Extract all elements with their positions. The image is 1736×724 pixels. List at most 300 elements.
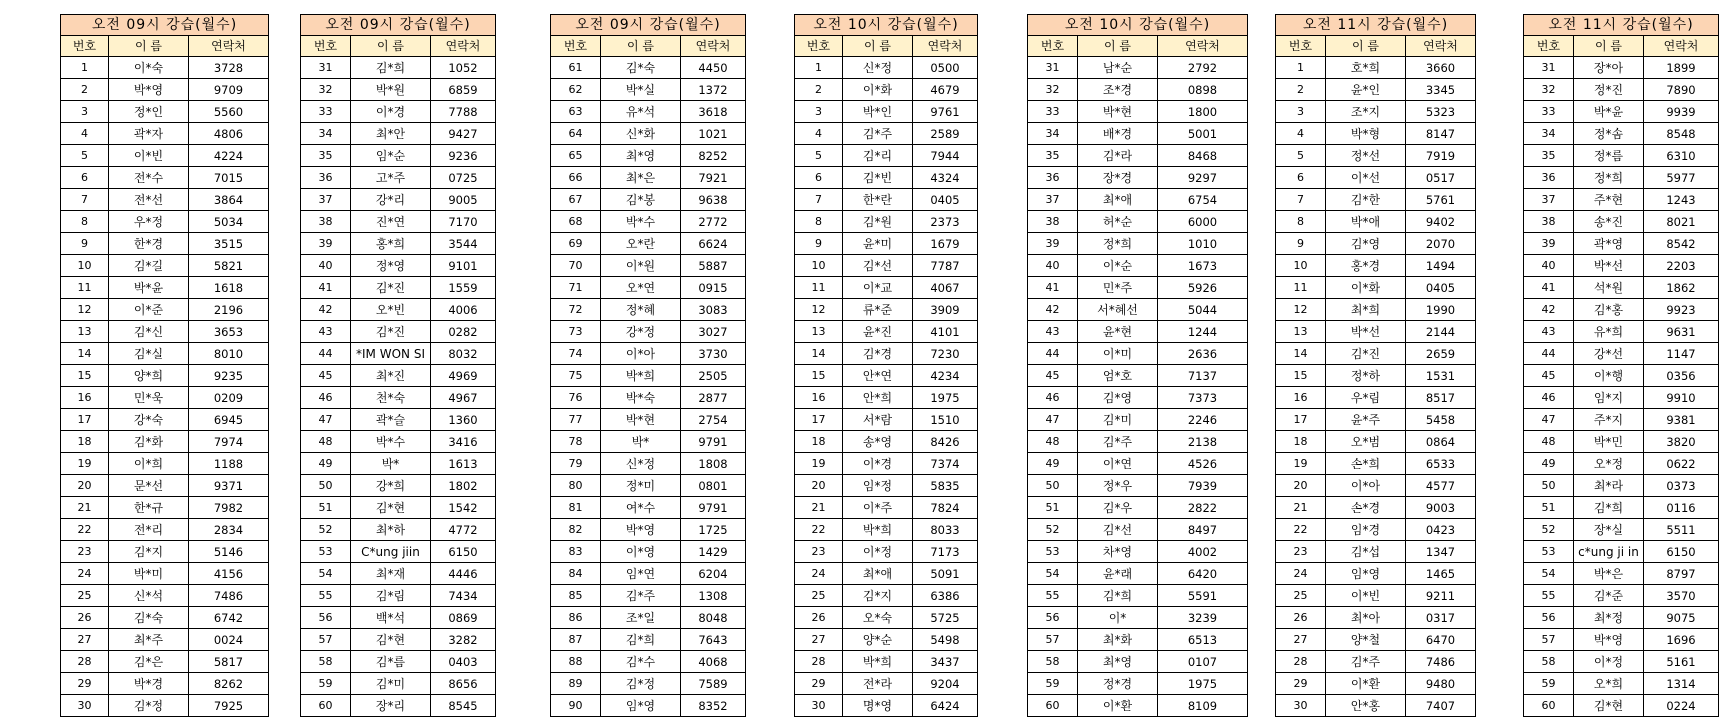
member-name: 조*일 — [601, 607, 681, 629]
row-number: 41 — [301, 277, 351, 299]
table-row — [1028, 277, 1248, 299]
phone-last-digits: 3820 — [1644, 431, 1719, 453]
phone-last-digits: 6945 — [189, 409, 269, 431]
member-name: 김*희 — [1078, 585, 1158, 607]
phone-last-digits: 7939 — [1158, 475, 1248, 497]
table-row — [1276, 387, 1476, 409]
phone-last-digits: 0622 — [1644, 453, 1719, 475]
row-number: 5 — [61, 145, 109, 167]
row-number: 37 — [301, 189, 351, 211]
phone-last-digits: 2246 — [1158, 409, 1248, 431]
row-number: 52 — [301, 519, 351, 541]
phone-last-digits: 1147 — [1644, 343, 1719, 365]
class-table-3 — [550, 14, 746, 717]
phone-last-digits: 8426 — [913, 431, 978, 453]
row-number: 48 — [1028, 431, 1078, 453]
row-number: 81 — [551, 497, 601, 519]
table-row — [1524, 651, 1719, 673]
table-row — [1028, 123, 1248, 145]
phone-last-digits: 7170 — [431, 211, 496, 233]
member-name: 문*선 — [109, 475, 189, 497]
table-row — [61, 211, 269, 233]
member-name: 이*원 — [601, 255, 681, 277]
table-row — [1028, 563, 1248, 585]
member-name: 임*지 — [1574, 387, 1644, 409]
phone-last-digits: 5887 — [681, 255, 746, 277]
phone-last-digits: 8048 — [681, 607, 746, 629]
member-name: 박*영 — [1574, 629, 1644, 651]
table-row — [301, 233, 496, 255]
phone-last-digits: 1862 — [1644, 277, 1719, 299]
column-header-phone: 연락처 — [681, 36, 746, 57]
row-number: 38 — [1524, 211, 1574, 233]
phone-last-digits: 7407 — [1406, 695, 1476, 717]
member-name: 박*실 — [601, 79, 681, 101]
member-name: 양*철 — [1326, 629, 1406, 651]
table-row — [551, 255, 746, 277]
row-number: 34 — [301, 123, 351, 145]
member-name: 박*은 — [1574, 563, 1644, 585]
phone-last-digits: 6150 — [1644, 541, 1719, 563]
member-name: 김*름 — [351, 651, 431, 673]
phone-last-digits: 4967 — [431, 387, 496, 409]
phone-last-digits: 1975 — [1158, 673, 1248, 695]
member-name: 안*희 — [843, 387, 913, 409]
phone-last-digits: 9791 — [681, 497, 746, 519]
phone-last-digits: 0869 — [431, 607, 496, 629]
phone-last-digits: 7944 — [913, 145, 978, 167]
row-number: 12 — [1276, 299, 1326, 321]
phone-last-digits: 0405 — [913, 189, 978, 211]
table-row — [1524, 79, 1719, 101]
row-number: 55 — [301, 585, 351, 607]
phone-last-digits: 4577 — [1406, 475, 1476, 497]
member-name: 김*현 — [351, 497, 431, 519]
row-number: 53 — [301, 541, 351, 563]
phone-last-digits: 3544 — [431, 233, 496, 255]
column-header-number: 번호 — [1276, 36, 1326, 57]
member-name: 양*희 — [109, 365, 189, 387]
row-number: 18 — [61, 431, 109, 453]
member-name: 강*정 — [601, 321, 681, 343]
member-name: 임*연 — [601, 563, 681, 585]
row-number: 6 — [795, 167, 843, 189]
member-name: 유*석 — [601, 101, 681, 123]
table-row — [1276, 519, 1476, 541]
column-header-name: 이 름 — [1574, 36, 1644, 57]
row-number: 3 — [1276, 101, 1326, 123]
table-row — [551, 673, 746, 695]
phone-last-digits: 3660 — [1406, 57, 1476, 79]
row-number: 33 — [1028, 101, 1078, 123]
column-header-phone: 연락처 — [1158, 36, 1248, 57]
phone-last-digits: 9761 — [913, 101, 978, 123]
row-number: 1 — [1276, 57, 1326, 79]
phone-last-digits: 1429 — [681, 541, 746, 563]
row-number: 30 — [61, 695, 109, 717]
table-row — [1028, 233, 1248, 255]
member-name: 김*미 — [351, 673, 431, 695]
member-name: 정*솜 — [1574, 123, 1644, 145]
row-number: 40 — [301, 255, 351, 277]
row-number: 27 — [795, 629, 843, 651]
row-number: 24 — [61, 563, 109, 585]
row-number: 53 — [1028, 541, 1078, 563]
table-row — [1028, 519, 1248, 541]
row-number: 51 — [1524, 497, 1574, 519]
member-name: 김*주 — [601, 585, 681, 607]
phone-last-digits: 4324 — [913, 167, 978, 189]
table-row — [61, 167, 269, 189]
row-number: 20 — [1276, 475, 1326, 497]
table-row — [1028, 629, 1248, 651]
phone-last-digits: 8252 — [681, 145, 746, 167]
row-number: 10 — [795, 255, 843, 277]
table-row — [61, 409, 269, 431]
phone-last-digits: 1673 — [1158, 255, 1248, 277]
table-title: 오전 09시 강습(월수) — [61, 15, 269, 36]
member-name: 박*인 — [843, 101, 913, 123]
member-name: 홍*경 — [1326, 255, 1406, 277]
row-number: 15 — [795, 365, 843, 387]
member-name: 천*숙 — [351, 387, 431, 409]
class-table-5 — [1027, 14, 1248, 717]
row-number: 33 — [301, 101, 351, 123]
member-name: 곽*영 — [1574, 233, 1644, 255]
phone-last-digits: 5146 — [189, 541, 269, 563]
table-row — [61, 145, 269, 167]
row-number: 73 — [551, 321, 601, 343]
phone-last-digits: 0403 — [431, 651, 496, 673]
row-number: 31 — [301, 57, 351, 79]
row-number: 24 — [795, 563, 843, 585]
row-number: 14 — [1276, 343, 1326, 365]
row-number: 52 — [1028, 519, 1078, 541]
table-row — [301, 167, 496, 189]
member-name: 신*정 — [601, 453, 681, 475]
member-name: 박*현 — [601, 409, 681, 431]
member-name: 김*숙 — [601, 57, 681, 79]
row-number: 29 — [61, 673, 109, 695]
table-row — [1524, 409, 1719, 431]
row-number: 25 — [1276, 585, 1326, 607]
phone-last-digits: 2373 — [913, 211, 978, 233]
table-row — [1028, 695, 1248, 717]
row-number: 5 — [1276, 145, 1326, 167]
member-name: 이*희 — [109, 453, 189, 475]
phone-last-digits: 0024 — [189, 629, 269, 651]
phone-last-digits: 3282 — [431, 629, 496, 651]
phone-last-digits: 5458 — [1406, 409, 1476, 431]
phone-last-digits: 9101 — [431, 255, 496, 277]
phone-last-digits: 9235 — [189, 365, 269, 387]
table-row — [795, 101, 978, 123]
phone-last-digits: 9204 — [913, 673, 978, 695]
phone-last-digits: 8033 — [913, 519, 978, 541]
row-number: 37 — [1524, 189, 1574, 211]
member-name: 남*순 — [1078, 57, 1158, 79]
phone-last-digits: 8021 — [1644, 211, 1719, 233]
table-row — [301, 585, 496, 607]
row-number: 75 — [551, 365, 601, 387]
member-name: 김*라 — [1078, 145, 1158, 167]
phone-last-digits: 9003 — [1406, 497, 1476, 519]
phone-last-digits: 7890 — [1644, 79, 1719, 101]
member-name: 이*선 — [1326, 167, 1406, 189]
table-row — [795, 453, 978, 475]
table-row — [795, 299, 978, 321]
member-name: 김*주 — [843, 123, 913, 145]
phone-last-digits: 5817 — [189, 651, 269, 673]
member-name: 백*석 — [351, 607, 431, 629]
member-name: 정*희 — [1078, 233, 1158, 255]
row-number: 90 — [551, 695, 601, 717]
member-name: 이*화 — [843, 79, 913, 101]
table-row — [1524, 101, 1719, 123]
table-row — [1028, 475, 1248, 497]
member-name: 박*영 — [109, 79, 189, 101]
row-number: 16 — [61, 387, 109, 409]
table-row — [1524, 145, 1719, 167]
member-name: 이*준 — [109, 299, 189, 321]
member-name: 장*경 — [1078, 167, 1158, 189]
member-name: 서*혜선 — [1078, 299, 1158, 321]
phone-last-digits: 3515 — [189, 233, 269, 255]
member-name: 김*홍 — [1574, 299, 1644, 321]
phone-last-digits: 2196 — [189, 299, 269, 321]
phone-last-digits: 1559 — [431, 277, 496, 299]
member-name: 한*란 — [843, 189, 913, 211]
member-name: 진*연 — [351, 211, 431, 233]
row-number: 56 — [301, 607, 351, 629]
table-row — [551, 585, 746, 607]
phone-last-digits: 0373 — [1644, 475, 1719, 497]
phone-last-digits: 5511 — [1644, 519, 1719, 541]
column-header-phone: 연락처 — [1644, 36, 1719, 57]
table-row — [795, 343, 978, 365]
member-name: 윤*진 — [843, 321, 913, 343]
member-name: 박*미 — [109, 563, 189, 585]
phone-last-digits: 1465 — [1406, 563, 1476, 585]
table-row — [1028, 409, 1248, 431]
table-row — [795, 255, 978, 277]
table-row — [1276, 585, 1476, 607]
table-row — [61, 299, 269, 321]
table-row — [551, 167, 746, 189]
member-name: 이*빈 — [109, 145, 189, 167]
member-name: 임*영 — [1326, 563, 1406, 585]
table-row — [61, 233, 269, 255]
phone-last-digits: 6150 — [431, 541, 496, 563]
phone-last-digits: 8542 — [1644, 233, 1719, 255]
member-name: 임*영 — [601, 695, 681, 717]
table-row — [1276, 233, 1476, 255]
member-name: 박* — [601, 431, 681, 453]
table-row — [301, 79, 496, 101]
phone-last-digits: 4806 — [189, 123, 269, 145]
row-number: 2 — [61, 79, 109, 101]
table-row — [1028, 651, 1248, 673]
phone-last-digits: 2754 — [681, 409, 746, 431]
phone-last-digits: 1975 — [913, 387, 978, 409]
member-name: 임*정 — [843, 475, 913, 497]
table-row — [795, 189, 978, 211]
row-number: 17 — [1276, 409, 1326, 431]
row-number: 55 — [1524, 585, 1574, 607]
phone-last-digits: 0317 — [1406, 607, 1476, 629]
row-number: 49 — [1028, 453, 1078, 475]
row-number: 84 — [551, 563, 601, 585]
column-header-number: 번호 — [551, 36, 601, 57]
table-row — [795, 695, 978, 717]
row-number: 86 — [551, 607, 601, 629]
phone-last-digits: 0500 — [913, 57, 978, 79]
column-header-name: 이 름 — [109, 36, 189, 57]
phone-last-digits: 2822 — [1158, 497, 1248, 519]
phone-last-digits: 5591 — [1158, 585, 1248, 607]
row-number: 58 — [1028, 651, 1078, 673]
row-number: 55 — [1028, 585, 1078, 607]
row-number: 18 — [795, 431, 843, 453]
phone-last-digits: 3027 — [681, 321, 746, 343]
table-row — [551, 607, 746, 629]
row-number: 50 — [301, 475, 351, 497]
row-number: 6 — [1276, 167, 1326, 189]
member-name: 김*진 — [351, 277, 431, 299]
row-number: 6 — [61, 167, 109, 189]
table-row — [61, 343, 269, 365]
row-number: 37 — [1028, 189, 1078, 211]
member-name: 김*현 — [1574, 695, 1644, 717]
phone-last-digits: 6533 — [1406, 453, 1476, 475]
row-number: 30 — [795, 695, 843, 717]
phone-last-digits: 2792 — [1158, 57, 1248, 79]
member-name: 곽*슬 — [351, 409, 431, 431]
table-row — [1028, 387, 1248, 409]
row-number: 9 — [61, 233, 109, 255]
member-name: 정*영 — [351, 255, 431, 277]
member-name: 이*아 — [1326, 475, 1406, 497]
phone-last-digits: 1800 — [1158, 101, 1248, 123]
row-number: 78 — [551, 431, 601, 453]
table-row — [301, 365, 496, 387]
phone-last-digits: 7788 — [431, 101, 496, 123]
phone-last-digits: 7925 — [189, 695, 269, 717]
row-number: 22 — [795, 519, 843, 541]
member-name: 서*람 — [843, 409, 913, 431]
table-row — [551, 629, 746, 651]
phone-last-digits: 3730 — [681, 343, 746, 365]
row-number: 40 — [1524, 255, 1574, 277]
table-row — [61, 629, 269, 651]
table-row — [301, 673, 496, 695]
row-number: 42 — [1524, 299, 1574, 321]
phone-last-digits: 6624 — [681, 233, 746, 255]
row-number: 7 — [1276, 189, 1326, 211]
phone-last-digits: 0898 — [1158, 79, 1248, 101]
member-name: 최*애 — [1078, 189, 1158, 211]
table-row — [1276, 123, 1476, 145]
phone-last-digits: 7982 — [189, 497, 269, 519]
row-number: 17 — [795, 409, 843, 431]
member-name: 전*리 — [109, 519, 189, 541]
member-name: 김*진 — [1326, 343, 1406, 365]
table-row — [551, 409, 746, 431]
table-row — [1524, 189, 1719, 211]
table-row — [551, 277, 746, 299]
table-row — [551, 387, 746, 409]
table-row — [1276, 299, 1476, 321]
row-number: 80 — [551, 475, 601, 497]
member-name: 김*우 — [1078, 497, 1158, 519]
member-name: 정*름 — [1574, 145, 1644, 167]
row-number: 30 — [1276, 695, 1326, 717]
table-row — [301, 211, 496, 233]
table-row — [795, 387, 978, 409]
row-number: 18 — [1276, 431, 1326, 453]
row-number: 13 — [795, 321, 843, 343]
row-number: 44 — [1028, 343, 1078, 365]
row-number: 35 — [301, 145, 351, 167]
table-row — [1524, 299, 1719, 321]
row-number: 39 — [1028, 233, 1078, 255]
table-title: 오전 09시 강습(월수) — [551, 15, 746, 36]
table-row — [61, 519, 269, 541]
row-number: 10 — [61, 255, 109, 277]
row-number: 66 — [551, 167, 601, 189]
member-name: 곽*자 — [109, 123, 189, 145]
phone-last-digits: 0356 — [1644, 365, 1719, 387]
phone-last-digits: 0423 — [1406, 519, 1476, 541]
phone-last-digits: 1010 — [1158, 233, 1248, 255]
phone-last-digits: 9910 — [1644, 387, 1719, 409]
row-number: 48 — [301, 431, 351, 453]
phone-last-digits: 4067 — [913, 277, 978, 299]
phone-last-digits: 9427 — [431, 123, 496, 145]
phone-last-digits: 8656 — [431, 673, 496, 695]
member-name: 최*은 — [601, 167, 681, 189]
member-name: 임*경 — [1326, 519, 1406, 541]
member-name: 이*정 — [1574, 651, 1644, 673]
member-name: 김*정 — [109, 695, 189, 717]
phone-last-digits: 2659 — [1406, 343, 1476, 365]
table-row — [61, 607, 269, 629]
column-header-name: 이 름 — [843, 36, 913, 57]
row-number: 34 — [1524, 123, 1574, 145]
phone-last-digits: 3728 — [189, 57, 269, 79]
phone-last-digits: 2505 — [681, 365, 746, 387]
phone-last-digits: 0116 — [1644, 497, 1719, 519]
member-name: 송*영 — [843, 431, 913, 453]
phone-last-digits: 9211 — [1406, 585, 1476, 607]
column-header-name: 이 름 — [351, 36, 431, 57]
phone-last-digits: 3239 — [1158, 607, 1248, 629]
member-name: 박*영 — [601, 519, 681, 541]
phone-last-digits: 7824 — [913, 497, 978, 519]
member-name: 임*순 — [351, 145, 431, 167]
table-row — [795, 475, 978, 497]
table-row — [1524, 123, 1719, 145]
row-number: 28 — [61, 651, 109, 673]
column-header-number: 번호 — [61, 36, 109, 57]
member-name: 이*주 — [843, 497, 913, 519]
phone-last-digits: 9297 — [1158, 167, 1248, 189]
table-row — [551, 497, 746, 519]
table-row — [301, 255, 496, 277]
row-number: 26 — [61, 607, 109, 629]
member-name: 이*경 — [351, 101, 431, 123]
member-name: 석*원 — [1574, 277, 1644, 299]
